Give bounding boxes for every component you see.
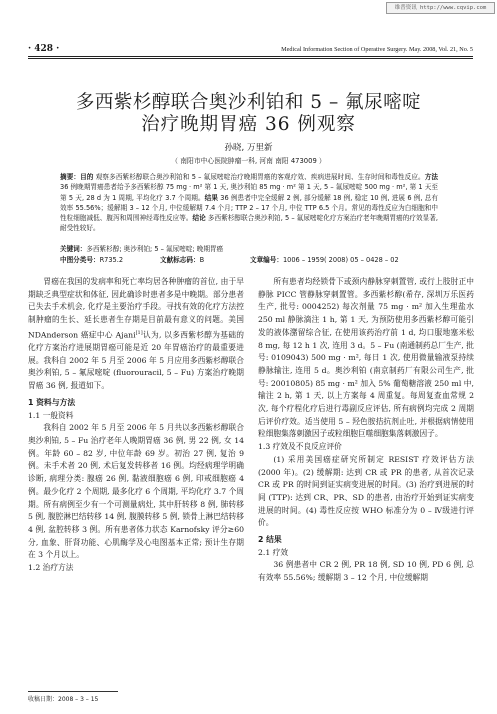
classification-line: [60, 254, 440, 264]
section-heading: 1 资料与方法: [28, 397, 76, 407]
clc-label: 中图分类号：: [60, 256, 100, 264]
citation-ref: [1]: [135, 329, 143, 336]
subsection-heading: 1.3 疗效及不良反应评价: [258, 442, 342, 452]
doc-code-label: 文献标志码：: [160, 256, 200, 264]
footnote-rule: [28, 691, 118, 692]
left-column: [28, 276, 244, 575]
efficacy-paragraph: 36 例患者中 CR 2 例, PR 18 例, SD 10 例, PD 6 例, 总有效率 55.56%; 缓解期 3 – 12 个月, 中位缓解期: [258, 560, 474, 583]
treatment-paragraph: 所有患者均经锁骨下或颈内静脉穿刺置管, 或行上肢肘正中静脉 PICC 管静脉穿刺置管。多西紫杉醇(希存, 深圳万乐医药生产, 批号: 0004252) 每次剂量 75 mg · m² 加入生理盐水 250 ml 静脉滴注 1 h, 第 1 天, 为预防使用多西紫杉醇可能引发的液体潴留综合征, 在使用该药治疗前 1 d, 均口服地塞米松 8 mg, 每 12 h 1 次, 连用 3 d。5 – Fu (南通制药总厂生产, 批号: 0109043) 500 mg · m², 每日 1 次, 使用微量输液泵持续静脉输注, 连用 5 d。奥沙利铂 (南京制药厂有限公司生产, 批号: 20010805) 85 mg · m² 加入 5% 葡萄糖溶液 250 ml 中, 输注 2 h, 第 1 天, 以上方案每 4 周重复。每周复查血常规 2 次, 每个疗程化疗后进行毒副反应评估, 所有病例均完成 2 周期后评价疗效。适当使用 5 – 羟色胺拮抗剂止吐, 并根据病情使用粒细胞集落刺激因子或粒细胞巨噬细胞集落刺激因子。: [258, 277, 474, 439]
right-column: [258, 276, 474, 585]
abstract-results: 36 例患者中完全缓解 2 例, 部分缓解 18 例, 稳定 10 例, 进展 6 例, 总有效率 55.56%；缓解期 3 – 12 个月, 中位缓解期 7.4 个月; TTP 2 – 17 个月, 中位 TTP 6.5 个月。常见的毒性反应为白细胞和中性粒细胞减低、腹泻和周围神经毒性反应等。: [60, 193, 439, 223]
authors: 孙晓, 万里新: [224, 143, 273, 153]
article-number: 1006 – 1959( 2008) 05 – 0428 – 02: [282, 256, 399, 264]
watermark-badge: 维普资讯 http://www.cqvip.com: [386, 2, 495, 14]
section-heading: 2 结果: [258, 535, 282, 545]
evaluation-paragraph: (1) 采用美国癌症研究所制定 RESIST 疗效评估方法 (2000 年)。(2) 缓解期: 达到 CR 或 PR 的患者, 从首次记录 CR 或 PR 的时间到证实病变进展的时间。(3) 治疗到进展的时间 (TTP): 达到 CR、PR、SD 的患者, 由治疗开始到证实病变进展的时间。(4) 毒性反应按 WHO 标准分为 0 – Ⅳ级进行评价。: [258, 454, 474, 528]
subsection-heading: 1.2 治疗方法: [28, 563, 74, 573]
journal-header: Medical Information Section of Operative Surgery. May. 2008, Vol. 21, No. 5: [281, 46, 473, 53]
general-data-paragraph: 我科自 2002 年 5 月至 2006 年 5 月共以多西紫杉醇联合奥沙利铂, 5 – Fu 治疗老年人晚期胃癌 36 例, 男 22 例, 女 14 例。年龄 60 – 82 岁, 中位年龄 69 岁。初治 27 例, 复治 9 例。未手术者 20 例, 术后复发转移者 16 例。均经病理学明确诊断, 病理分类: 腺癌 26 例, 黏液细胞癌 6 例, 印戒细胞癌 4 例。最少化疗 2 个周期, 最多化疗 6 个周期, 平均化疗 3.7 个周期。所有病例至少有一个可测量病灶, 其中肝转移 8 例, 肺转移 5 例, 腹腔淋巴结转移 14 例, 腹膜转移 5 例, 锁骨上淋巴结转移 4 例, 盆腔转移 3 例。所有患者体力状态 Karnofsky 评分≥60 分, 血象、肝肾功能、心肌酶学及心电图基本正常; 预计生存期在 3 个月以上。: [28, 423, 244, 560]
keywords-label: 关键词：: [60, 245, 87, 253]
subsection-heading: 2.1 疗效: [258, 547, 289, 557]
header-rule-thin: [28, 58, 473, 59]
article-number-label: 文章编号：: [250, 256, 283, 264]
abstract-conclusion: 多西紫杉醇联合奥沙利铂, 5 – 氟尿嘧啶化疗方案治疗老年晚期胃癌的疗效显著, 耐受性较好。: [60, 214, 439, 233]
methods-label: 方法: [424, 173, 439, 181]
intro-text-end: 认为, 以多西紫杉醇为基础的化疗方案治疗进展期胃癌可能是近 20 年胃癌治疗的最重要进展。我科自 2002 年 5 月至 2006 年 5 月应用多西紫杉醇联合奥沙利铂, 5 – 氟尿嘧啶 (fluorouracil, 5 – Fu) 方案治疗晚期胃癌 36 例, 报道如下。: [28, 330, 244, 391]
conclusion-label: 结论: [192, 214, 206, 223]
page-number: · 428 ·: [28, 44, 60, 54]
doc-code: B: [199, 256, 205, 264]
header-rule: [28, 56, 473, 57]
abstract: [60, 172, 438, 234]
subsection-heading: 1.1 一般资料: [28, 410, 74, 420]
paper-title-line1: 多西紫杉醇联合奥沙利铂和 5 – 氟尿嘧啶: [75, 92, 422, 113]
intro-text: 胃癌在我国的发病率和死亡率均居各种肿瘤的首位, 由于早期缺乏典型症状和体征, 因此确诊时患者多是中晚期。部分患者已失去手术机会, 化疗是主要治疗手段。寻找有效的化疗方法控制肿瘤的生长、延长患者生存期是目前最有意义的问题。美国 NDAnderson 癌症中心 Ajani: [28, 277, 244, 340]
abstract-methods: 36 例晚期胃癌患者给予多西紫杉醇 75 mg · m² 第 1 天, 奥沙利铂 85 mg · m² 第 1 天, 5 – 氟尿嘧啶 500 mg · m², 第 1 天至第 5 天, 28 d 为 1 周期, 平均化疗 3.7 个周期。: [60, 183, 438, 202]
intro-paragraph: [28, 276, 244, 393]
abstract-label: 摘要：目的: [60, 173, 94, 181]
keywords-line: [60, 243, 440, 253]
abstract-purpose: 观察多西紫杉醇联合奥沙利铂和 5 – 氟尿嘧啶治疗晚期胃癌的客观疗效、疾病进展时间、生存时间和毒性反应。: [93, 173, 425, 181]
results-label: 结果: [204, 193, 219, 202]
affiliation: （ 南阳市中心医院肿瘤一科, 河南 南阳 473009 ）: [171, 157, 326, 165]
paper-title-line2: 治疗晚期胃癌 36 例观察: [141, 114, 356, 135]
keywords: 多西紫杉醇; 奥沙利铂; 5 – 氟尿嘧啶; 晚期胃癌: [86, 245, 224, 253]
clc-code: R735.2: [99, 256, 124, 264]
received-date: 收稿日期：2008 – 3 – 15: [28, 696, 99, 703]
